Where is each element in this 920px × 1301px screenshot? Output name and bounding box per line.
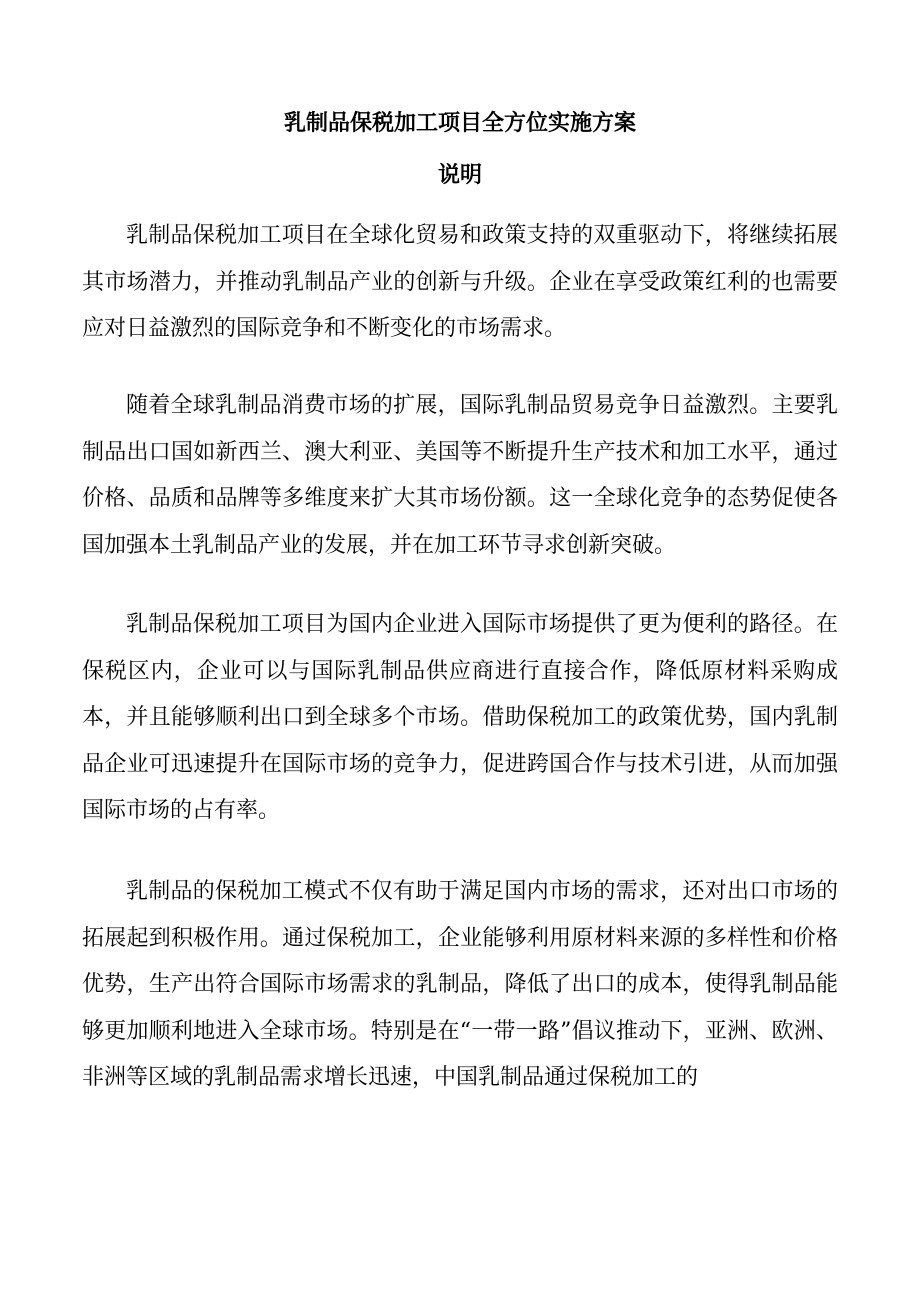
section-heading-description: 说明 [437,162,482,188]
body-paragraph-1: 乳制品保税加工项目在全球化贸易和政策支持的双重驱动下，将继续拓展其市场潜力，并推动乳制品产业的创新与升级。企业在享受政策红利的也需要应对日益激烈的国际竞争和不断变化的市场需求。 [82,223,838,342]
body-paragraph-4: 乳制品的保税加工模式不仅有助于满足国内市场的需求，还对出口市场的拓展起到积极作用。通过保税加工，企业能够利用原材料来源的多样性和价格优势，生产出符合国际市场需求的乳制品，降低了出口的成本，使得乳制品能够更加顺利地进入全球市场。特别是在“一带一路”倡议推动下，亚洲、欧洲、非洲等区域的乳制品需求增长迅速，中国乳制品通过保税加工的 [82,879,838,1091]
body-paragraph-2: 随着全球乳制品消费市场的扩展，国际乳制品贸易竞争日益激烈。主要乳制品出口国如新西兰、澳大利亚、美国等不断提升生产技术和加工水平，通过价格、品质和品牌等多维度来扩大其市场份额。这一全球化竞争的态势促使各国加强本土乳制品产业的发展，并在加工环节寻求创新突破。 [82,393,838,558]
document-title: 乳制品保税加工项目全方位实施方案 [283,110,636,136]
body-paragraph-3: 乳制品保税加工项目为国内企业进入国际市场提供了更为便利的路径。在保税区内，企业可以与国际乳制品供应商进行直接合作，降低原材料采购成本，并且能够顺利出口到全球多个市场。借助保税加工的政策优势，国内乳制品企业可迅速提升在国际市场的竞争力，促进跨国合作与技术引进，从而加强国际市场的占有率。 [82,612,838,824]
